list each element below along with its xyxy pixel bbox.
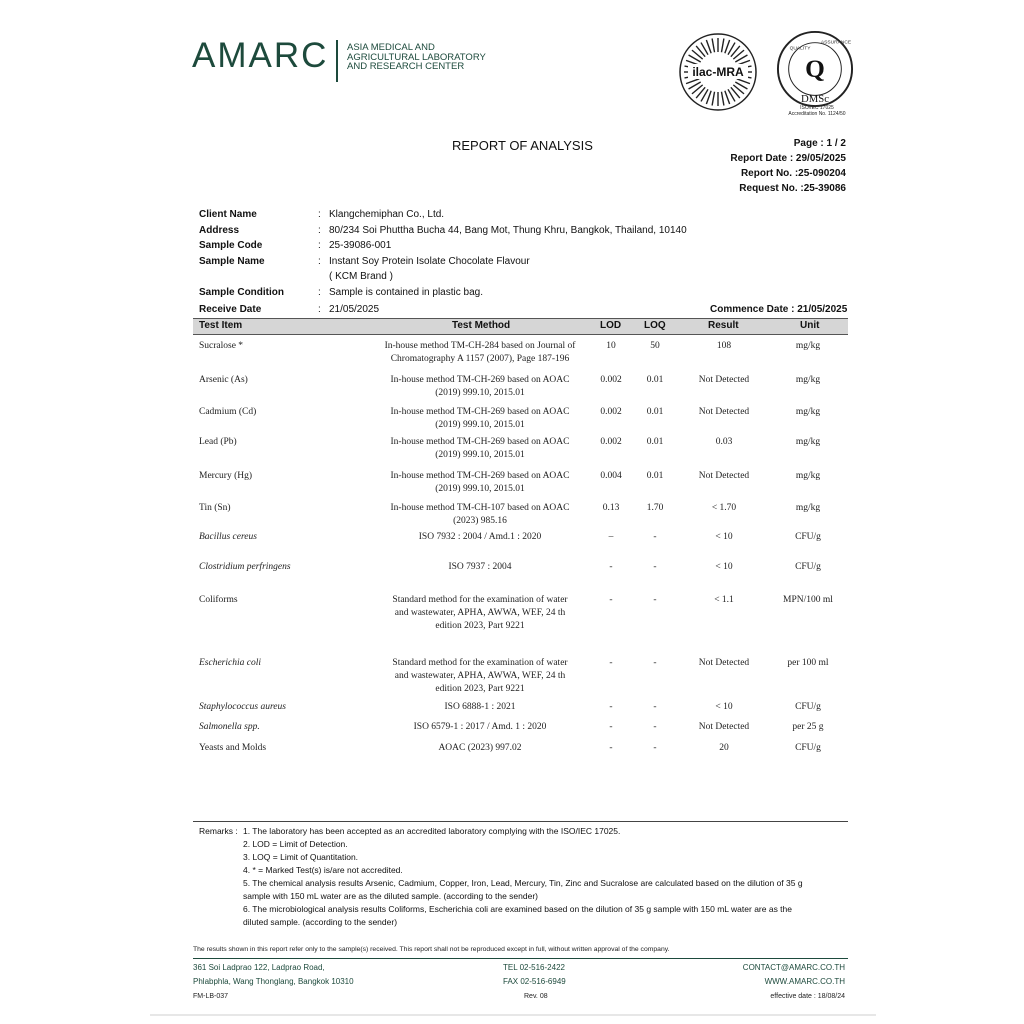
result-value: Not Detected — [698, 722, 750, 732]
unit-value: MPN/100 ml — [783, 595, 833, 605]
revision: Rev. 08 — [524, 993, 548, 1000]
test-method — [355, 502, 605, 528]
loq-value: 0.01 — [646, 437, 664, 447]
loq-value: 50 — [650, 341, 660, 351]
client-field-label: Sample Code — [199, 240, 263, 251]
table-header — [193, 318, 848, 335]
remark-line: diluted sample. (according to the sender) — [243, 917, 398, 927]
method-line: (2019) 999.10, 2015.01 — [435, 420, 525, 430]
method-line: and wastewater, APHA, AWWA, WEF, 24 th — [394, 671, 566, 681]
org-line: ASIA MEDICAL AND — [347, 42, 435, 53]
report-title: REPORT OF ANALYSIS — [452, 138, 593, 153]
method-line: In-house method TM-CH-284 based on Journal of — [384, 341, 576, 351]
lod-value: 0.002 — [600, 407, 622, 417]
remarks-divider — [193, 821, 848, 822]
client-field-value: ( KCM Brand ) — [329, 271, 393, 282]
org-line: AND RESEARCH CENTER — [347, 61, 465, 72]
result-value: 0.03 — [715, 437, 733, 447]
remark-line: 5. The chemical analysis results Arsenic, Cadmium, Copper, Iron, Lead, Mercury, Tin, Zinc and Sucralose are calculated based on the dilution of 35 g — [243, 878, 803, 888]
lod-value: - — [609, 562, 613, 572]
loq-value: - — [653, 722, 657, 732]
lod-value: 0.002 — [600, 437, 622, 447]
unit-value: mg/kg — [795, 407, 821, 417]
footer-address-1: 361 Soi Ladprao 122, Ladprao Road, — [193, 963, 325, 972]
accreditation-number: Accreditation No. 1124/50 — [788, 111, 846, 117]
method-line: Chromatography A 1157 (2007), Page 187-196 — [390, 354, 570, 364]
test-method — [355, 470, 605, 496]
test-item: Escherichia coli — [199, 658, 261, 668]
remark-line: 3. LOQ = Limit of Quantitation. — [243, 852, 359, 862]
result-value: Not Detected — [698, 407, 750, 417]
test-method — [355, 436, 605, 462]
commence-date: Commence Date : 21/05/2025 — [710, 304, 848, 315]
company-logo: AMARC — [192, 36, 329, 75]
test-item: Clostridium perfringens — [199, 562, 291, 572]
test-item: Salmonella spp. — [199, 722, 260, 732]
unit-value: CFU/g — [795, 743, 821, 753]
test-method — [355, 742, 605, 755]
loq-value: 0.01 — [646, 471, 664, 481]
lod-value: 0.004 — [600, 471, 622, 481]
remark-line: 2. LOD = Limit of Detection. — [243, 839, 348, 849]
unit-value: mg/kg — [795, 375, 821, 385]
unit-value: mg/kg — [795, 437, 821, 447]
meta-block — [730, 136, 846, 196]
unit-value: mg/kg — [795, 503, 821, 513]
test-item: Staphylococcus aureus — [199, 702, 286, 712]
header-loq: LOQ — [644, 320, 666, 331]
logo-divider — [336, 40, 338, 82]
test-item: Mercury (Hg) — [199, 471, 253, 481]
field-colon: : — [318, 256, 321, 267]
client-field-value: Sample is contained in plastic bag. — [329, 287, 483, 298]
method-line: and wastewater, APHA, AWWA, WEF, 24 th — [394, 608, 566, 618]
remark-line: sample with 150 mL water are as the diluted sample. (according to the sender) — [243, 891, 538, 901]
loq-value: 0.01 — [646, 375, 664, 385]
unit-value: CFU/g — [795, 702, 821, 712]
test-method — [355, 406, 605, 432]
test-item: Tin (Sn) — [199, 503, 231, 513]
page-number: Page : 1 / 2 — [793, 138, 846, 149]
header-result: Result — [708, 320, 739, 331]
method-line: (2019) 999.10, 2015.01 — [435, 484, 525, 494]
lod-value: 0.13 — [602, 503, 620, 513]
loq-value: - — [653, 562, 657, 572]
client-field-value: 80/234 Soi Phuttha Bucha 44, Bang Mot, Thung Khru, Bangkok, Thailand, 10140 — [329, 225, 687, 236]
unit-value: per 25 g — [792, 722, 824, 732]
unit-value: mg/kg — [795, 341, 821, 351]
method-line: AOAC (2023) 997.02 — [438, 743, 522, 753]
test-item: Sucralose * — [199, 341, 244, 351]
result-value: < 10 — [715, 562, 733, 572]
dmsc-text: DMSc — [801, 93, 829, 106]
footer-address-2: Phlabphla, Wang Thonglang, Bangkok 10310 — [193, 977, 354, 986]
loq-value: - — [653, 702, 657, 712]
result-value: 108 — [716, 341, 732, 351]
test-item: Coliforms — [199, 595, 238, 605]
lod-value: - — [609, 702, 613, 712]
field-colon: : — [318, 209, 321, 220]
test-method — [355, 561, 605, 574]
ilac-mra-seal-icon — [678, 32, 758, 112]
remark-line: 6. The microbiological analysis results Coliforms, Escherichia coli are examined based on the dilution of 35 g sample with 150 mL water are as the — [243, 904, 792, 914]
client-field-label: Address — [199, 225, 240, 236]
field-colon: : — [318, 240, 321, 251]
test-method — [355, 657, 605, 696]
footer-website: WWW.AMARC.CO.TH — [764, 977, 845, 986]
method-line: In-house method TM-CH-269 based on AOAC — [390, 407, 570, 417]
quality-assurance-seal-icon — [776, 30, 854, 108]
client-field-label: Sample Condition — [199, 287, 284, 298]
organization-name — [347, 43, 517, 72]
footer-divider — [193, 958, 848, 959]
method-line: edition 2023, Part 9221 — [435, 684, 525, 694]
method-line: (2019) 999.10, 2015.01 — [435, 388, 525, 398]
method-line: Standard method for the examination of water — [392, 595, 568, 605]
header-test-method: Test Method — [452, 320, 511, 331]
page-edge — [150, 1014, 876, 1016]
test-method — [355, 340, 605, 366]
header-lod: LOD — [600, 320, 622, 331]
ilac-text: ilac-MRA — [692, 65, 744, 79]
unit-value: CFU/g — [795, 532, 821, 542]
method-line: In-house method TM-CH-269 based on AOAC — [390, 375, 570, 385]
method-line: (2019) 999.10, 2015.01 — [435, 450, 525, 460]
remarks-label: Remarks : — [199, 826, 238, 836]
method-line: edition 2023, Part 9221 — [435, 621, 525, 631]
test-item: Cadmium (Cd) — [199, 407, 257, 417]
result-value: Not Detected — [698, 658, 750, 668]
iso-line: ISO/IEC 17025 — [800, 105, 834, 111]
test-item: Lead (Pb) — [199, 437, 237, 447]
field-colon: : — [318, 304, 321, 315]
result-value: Not Detected — [698, 375, 750, 385]
result-value: < 1.1 — [714, 595, 734, 605]
lod-value: - — [609, 722, 613, 732]
client-field-value: 25-39086-001 — [329, 240, 392, 251]
loq-value: - — [653, 595, 657, 605]
test-method — [355, 374, 605, 400]
test-item: Bacillus cereus — [199, 532, 257, 542]
loq-value: 0.01 — [646, 407, 664, 417]
method-line: ISO 7937 : 2004 — [448, 562, 512, 572]
result-value: < 10 — [715, 532, 733, 542]
field-colon: : — [318, 287, 321, 298]
client-field-value: Klangchemiphan Co., Ltd. — [329, 209, 445, 220]
report-number: Report No. :25-090204 — [740, 168, 846, 179]
lod-value: 0.002 — [600, 375, 622, 385]
test-method — [355, 594, 605, 633]
test-method — [355, 721, 605, 734]
svg-text:ASSURANCE: ASSURANCE — [820, 40, 852, 46]
field-colon: : — [318, 225, 321, 236]
method-line: In-house method TM-CH-269 based on AOAC — [390, 437, 570, 447]
footer-fax: FAX 02-516-6949 — [503, 977, 566, 986]
org-line: AGRICULTURAL LABORATORY — [347, 51, 486, 63]
method-line: ISO 6888-1 : 2021 — [444, 702, 516, 712]
unit-value: mg/kg — [795, 471, 821, 481]
loq-value: 1.70 — [646, 503, 664, 513]
test-method — [355, 701, 605, 714]
method-line: ISO 6579-1 : 2017 / Amd. 1 : 2020 — [413, 722, 547, 732]
client-field-label: Client Name — [199, 209, 257, 220]
client-field-value: Instant Soy Protein Isolate Chocolate Flavour — [329, 256, 530, 267]
client-field-label: Receive Date — [199, 304, 262, 315]
loq-value: - — [653, 658, 657, 668]
test-method — [355, 531, 605, 544]
disclaimer: The results shown in this report refer only to the sample(s) received. This report shall not be reproduced except in full, without written approval of the company. — [193, 946, 670, 953]
lod-value: – — [608, 532, 614, 542]
report-date: Report Date : 29/05/2025 — [730, 153, 846, 164]
test-item: Yeasts and Molds — [199, 743, 267, 753]
client-field-value: 21/05/2025 — [329, 304, 380, 315]
unit-value: CFU/g — [795, 562, 821, 572]
header-test-item: Test Item — [199, 320, 243, 331]
remark-line: 1. The laboratory has been accepted as an accredited laboratory complying with the ISO/IEC 17025. — [243, 826, 621, 836]
result-value: 20 — [719, 743, 729, 753]
loq-value: - — [653, 743, 657, 753]
method-line: In-house method TM-CH-107 based on AOAC — [390, 503, 570, 513]
method-line: ISO 7932 : 2004 / Amd.1 : 2020 — [418, 532, 542, 542]
accreditation-caption — [780, 105, 854, 117]
lod-value: - — [609, 658, 613, 668]
method-line: Standard method for the examination of water — [392, 658, 568, 668]
client-field-label: Sample Name — [199, 256, 265, 267]
loq-value: - — [653, 532, 657, 542]
test-item: Arsenic (As) — [199, 375, 248, 385]
result-value: Not Detected — [698, 471, 750, 481]
form-number: FM-LB-037 — [193, 993, 229, 1000]
q-letter: Q — [805, 54, 825, 83]
method-line: (2023) 985.16 — [453, 516, 507, 526]
request-number: Request No. :25-39086 — [739, 183, 846, 194]
lod-value: 10 — [606, 341, 616, 351]
unit-value: per 100 ml — [787, 658, 829, 668]
effective-date: effective date : 18/08/24 — [770, 993, 845, 1000]
method-line: In-house method TM-CH-269 based on AOAC — [390, 471, 570, 481]
footer-email: CONTACT@AMARC.CO.TH — [742, 963, 845, 972]
header-unit: Unit — [800, 320, 820, 331]
lod-value: - — [609, 743, 613, 753]
lod-value: - — [609, 595, 613, 605]
result-value: < 10 — [715, 702, 733, 712]
result-value: < 1.70 — [711, 503, 737, 513]
footer-tel: TEL 02-516-2422 — [503, 963, 565, 972]
svg-text:QUALITY: QUALITY — [789, 46, 811, 52]
remark-line: 4. * = Marked Test(s) is/are not accredited. — [243, 865, 403, 875]
